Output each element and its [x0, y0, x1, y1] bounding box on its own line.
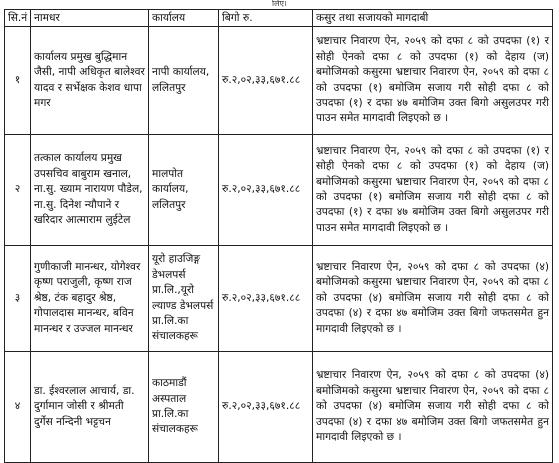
charge-cell: भ्रष्टाचार निवारण ऐन, २०५९ को दफा ८ को उपदफा (४) बमोजिमको कसुरमा भ्रष्टाचार निवारण ऐन, २०५९ को दफा ८ को उपदफा (४) बमोजिम सजाय गरी सोही दफा ८ को उपदफा (४) र दफा ४७ बमोजिम उक्त बिगो जफतसमेत हुन मागदावी लिइएको छ । [313, 246, 553, 352]
header-serial: सि.नं [5, 10, 31, 27]
office-cell: मालपोत कार्यालय, ललितपुर [149, 135, 219, 246]
serial-cell: १ [5, 27, 31, 135]
case-table [4, 9, 553, 463]
names-cell: तत्काल कार्यालय प्रमुख उपसचिव बाबुराम खनाल, ना.सु. ख्याम नारायण पौडेल, ना.सु. दिनेश न्यौपाने र खरिदार आत्माराम लुईटेल [31, 135, 149, 246]
charge-cell: भ्रष्टाचार निवारण ऐन, २०५९ को दफा ८ को उपदफा (१) र सोही ऐनको दफा ८ को उपदफा (१) को देहाय (ज) बमोजिमको कसुरमा भ्रष्टाचार निवारण ऐन, २०५९ को दफा ८ को उपदफा (१) बमोजिम सजाय गरी सोही दफा ८ को उपदफा (१) र दफा ४७ बमोजिम उक्त बिगो असुलउपर गरी पाउन समेत मागदावी लिइएको छ । [313, 135, 553, 246]
charge-cell: भ्रष्टाचार निवारण ऐन, २०५९ को दफा ८ को उपदफा (१) र सोही ऐनको दफा ८ को उपदफा (१) को देहाय (ज) बमोजिमको कसुरमा भ्रष्टाचार निवारण ऐन, २०५९ को दफा ८ को उपदफा (१) बमोजिम सजाय गरी सोही दफा ८ को उपदफा (१) र दफा ४७ बमोजिम उक्त बिगो असुलउपर गरी पाउन समेत मागदावी लिइएको छ । [313, 27, 553, 135]
table-header-row [5, 10, 553, 27]
names-cell: डा. ईश्वरलाल आचार्य, डा. दुर्गामान जोसी र श्रीमती दुर्गेस नन्दिनी भट्टचन [31, 352, 149, 463]
amount-cell: रु.२,०२,३३,६७१.८८ [219, 246, 313, 352]
amount-cell: रु.२,०२,३३,६७१.८८ [219, 27, 313, 135]
header-office: कार्यालय [149, 10, 219, 27]
office-cell: यूरो हाउजिङ्ग डेभलपर्स प्रा.लि.,यूरो ल्याण्ड डेभलपर्स प्रा.लि.का संचालकहरू [149, 246, 219, 352]
serial-cell: ४ [5, 352, 31, 463]
table-row [5, 27, 553, 135]
table-row [5, 135, 553, 246]
amount-cell: रु.२,०२,३३,६७१.८८ [219, 135, 313, 246]
charge-cell: भ्रष्टाचार निवारण ऐन, २०५९ को दफा ८ को उपदफा (४) बमोजिमको कसुरमा भ्रष्टाचार निवारण ऐन, २०५९ को दफा ८ को उपदफा (४) बमोजिम सजाय गरी सोही दफा ८ को उपदफा (४) र दफा ४७ बमोजिम उक्त बिगो जफतसमेत हुन मागदावी लिइएको छ । [313, 352, 553, 463]
office-cell: नापी कार्यालय, ललितपुर [149, 27, 219, 135]
header-charge: कसुर तथा सजायको मागदाबी [313, 10, 553, 27]
names-cell: कार्यालय प्रमुख बुद्धिमान जैसी, नापी अधिकृत बालेश्वर यादव र सर्भेक्षक केशव धापा मगर [31, 27, 149, 135]
serial-cell: ३ [5, 246, 31, 352]
office-cell: काठमाडौं अस्पताल प्रा.लि.का संचालकहरू [149, 352, 219, 463]
top-text: लिए। [272, 0, 287, 8]
serial-cell: २ [5, 135, 31, 246]
table-row [5, 246, 553, 352]
amount-cell: रु.२,०२,३३,६७१.८८ [219, 352, 313, 463]
table-row [5, 352, 553, 463]
header-names: नामधर [31, 10, 149, 27]
header-amount: बिगो रु. [219, 10, 313, 27]
names-cell: गुणीकाजी मानन्धर, योगेश्वर कृष्ण पराजुली, कृष्ण राज श्रेष्ठ, टंक बहादुर श्रेष्ठ, गोपालदास मानन्धर, बविन मानन्धर र उज्जल मानन्धर [31, 246, 149, 352]
